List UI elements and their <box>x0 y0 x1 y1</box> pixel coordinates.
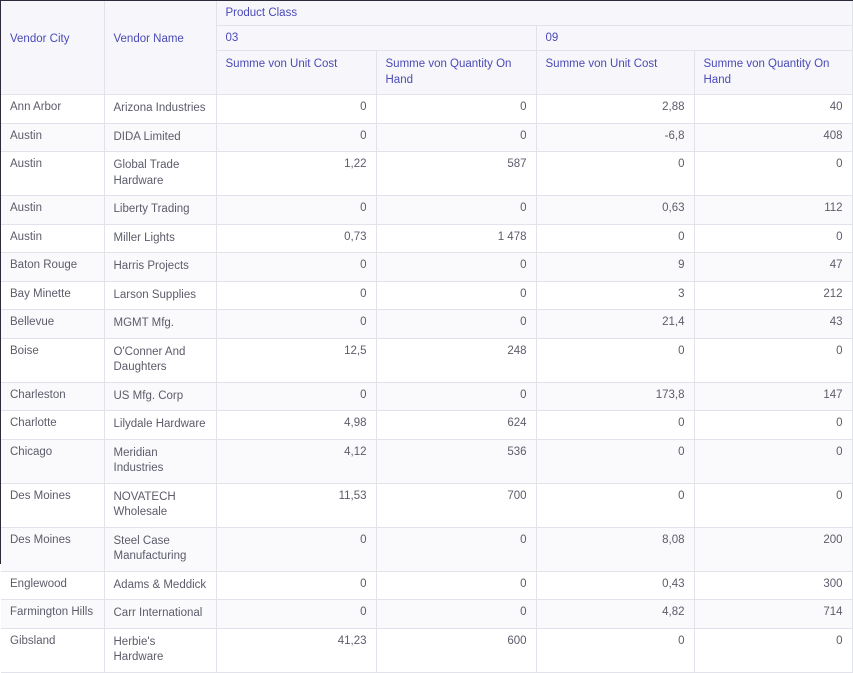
cell-03-quantity-on-hand: 600 <box>376 628 536 672</box>
table-row <box>1 152 852 196</box>
cell-03-unit-cost: 0 <box>216 382 376 411</box>
cell-vendor-name: Lilydale Hardware <box>104 411 216 440</box>
cell-03-quantity-on-hand: 0 <box>376 123 536 152</box>
table-row <box>1 95 852 124</box>
cell-09-quantity-on-hand: 47 <box>694 253 852 282</box>
cell-03-quantity-on-hand: 0 <box>376 571 536 600</box>
cell-09-quantity-on-hand: 714 <box>694 600 852 629</box>
cell-03-unit-cost: 41,23 <box>216 628 376 672</box>
table-row <box>1 628 852 672</box>
cell-03-quantity-on-hand: 0 <box>376 95 536 124</box>
table-row <box>1 571 852 600</box>
table-row <box>1 310 852 339</box>
cell-09-unit-cost: 4,82 <box>536 600 694 629</box>
cell-vendor-city: Ann Arbor <box>1 95 104 124</box>
cell-09-quantity-on-hand: 0 <box>694 483 852 527</box>
cell-09-unit-cost: 0 <box>536 411 694 440</box>
cell-vendor-city: Austin <box>1 123 104 152</box>
cell-03-unit-cost: 0 <box>216 196 376 225</box>
cell-09-unit-cost: 0,43 <box>536 571 694 600</box>
table-row <box>1 253 852 282</box>
cell-09-quantity-on-hand: 0 <box>694 152 852 196</box>
cell-vendor-name: MGMT Mfg. <box>104 310 216 339</box>
cell-03-unit-cost: 0 <box>216 95 376 124</box>
class-header-09[interactable]: 09 <box>536 26 852 51</box>
cell-09-unit-cost: 0 <box>536 338 694 382</box>
cell-03-quantity-on-hand: 0 <box>376 281 536 310</box>
cell-03-unit-cost: 4,12 <box>216 439 376 483</box>
cell-vendor-name: US Mfg. Corp <box>104 382 216 411</box>
cell-09-quantity-on-hand: 212 <box>694 281 852 310</box>
cell-09-unit-cost: 173,8 <box>536 382 694 411</box>
cell-vendor-name: Larson Supplies <box>104 281 216 310</box>
cell-vendor-city: Boise <box>1 338 104 382</box>
cell-vendor-name: Liberty Trading <box>104 196 216 225</box>
cell-09-quantity-on-hand: 147 <box>694 382 852 411</box>
cell-vendor-name: O'Conner And Daughters <box>104 338 216 382</box>
cell-03-unit-cost: 0,73 <box>216 224 376 253</box>
cell-vendor-city: Englewood <box>1 571 104 600</box>
cell-09-quantity-on-hand: 0 <box>694 338 852 382</box>
cell-vendor-name: Adams & Meddick <box>104 571 216 600</box>
cell-03-unit-cost: 0 <box>216 571 376 600</box>
cell-09-unit-cost: 0 <box>536 224 694 253</box>
column-field-product-class[interactable]: Product Class <box>216 1 852 26</box>
cell-vendor-city: Gibsland <box>1 628 104 672</box>
cell-vendor-city: Charlotte <box>1 411 104 440</box>
cell-03-quantity-on-hand: 700 <box>376 483 536 527</box>
cell-vendor-city: Bellevue <box>1 310 104 339</box>
cell-03-quantity-on-hand: 536 <box>376 439 536 483</box>
cell-09-quantity-on-hand: 112 <box>694 196 852 225</box>
measure-header-03-unit-cost[interactable]: Summe von Unit Cost <box>216 51 376 95</box>
cell-09-unit-cost: 0 <box>536 152 694 196</box>
cell-09-quantity-on-hand: 0 <box>694 439 852 483</box>
pivot-header <box>1 1 852 95</box>
cell-09-unit-cost: 0,63 <box>536 196 694 225</box>
cell-03-unit-cost: 0 <box>216 281 376 310</box>
measure-header-09-quantity-on-hand[interactable]: Summe von Quantity On Hand <box>694 51 852 95</box>
table-row <box>1 382 852 411</box>
cell-03-unit-cost: 0 <box>216 310 376 339</box>
cell-09-unit-cost: 2,88 <box>536 95 694 124</box>
cell-vendor-city: Bay Minette <box>1 281 104 310</box>
table-row <box>1 411 852 440</box>
cell-09-unit-cost: -6,8 <box>536 123 694 152</box>
table-row <box>1 439 852 483</box>
row-field-vendor-name[interactable]: Vendor Name <box>104 1 216 95</box>
cell-09-quantity-on-hand: 43 <box>694 310 852 339</box>
measure-header-09-unit-cost[interactable]: Summe von Unit Cost <box>536 51 694 95</box>
cell-vendor-name: Global Trade Hardware <box>104 152 216 196</box>
cell-vendor-name: NOVATECH Wholesale <box>104 483 216 527</box>
cell-vendor-city: Charleston <box>1 382 104 411</box>
cell-03-quantity-on-hand: 0 <box>376 310 536 339</box>
cell-09-unit-cost: 9 <box>536 253 694 282</box>
cell-vendor-name: Carr International <box>104 600 216 629</box>
cell-03-unit-cost: 0 <box>216 123 376 152</box>
cell-vendor-city: Austin <box>1 224 104 253</box>
cell-09-quantity-on-hand: 0 <box>694 628 852 672</box>
cell-03-unit-cost: 12,5 <box>216 338 376 382</box>
cell-vendor-name: Herbie's Hardware <box>104 628 216 672</box>
cell-vendor-name: DIDA Limited <box>104 123 216 152</box>
cell-03-unit-cost: 4,98 <box>216 411 376 440</box>
cell-03-unit-cost: 0 <box>216 527 376 571</box>
table-row <box>1 600 852 629</box>
cell-vendor-name: Steel Case Manufacturing <box>104 527 216 571</box>
table-row <box>1 338 852 382</box>
cell-03-quantity-on-hand: 0 <box>376 196 536 225</box>
cell-09-unit-cost: 3 <box>536 281 694 310</box>
cell-09-unit-cost: 8,08 <box>536 527 694 571</box>
cell-03-quantity-on-hand: 0 <box>376 382 536 411</box>
cell-03-quantity-on-hand: 1 478 <box>376 224 536 253</box>
cell-03-unit-cost: 1,22 <box>216 152 376 196</box>
table-row <box>1 224 852 253</box>
cell-03-unit-cost: 11,53 <box>216 483 376 527</box>
cell-03-quantity-on-hand: 248 <box>376 338 536 382</box>
table-row <box>1 123 852 152</box>
cell-03-quantity-on-hand: 587 <box>376 152 536 196</box>
table-row <box>1 281 852 310</box>
cell-09-unit-cost: 0 <box>536 628 694 672</box>
cell-09-unit-cost: 21,4 <box>536 310 694 339</box>
class-header-03[interactable]: 03 <box>216 26 536 51</box>
cell-03-quantity-on-hand: 0 <box>376 600 536 629</box>
cell-03-quantity-on-hand: 0 <box>376 527 536 571</box>
cell-vendor-city: Farmington Hills <box>1 600 104 629</box>
cell-03-unit-cost: 0 <box>216 253 376 282</box>
cell-09-quantity-on-hand: 40 <box>694 95 852 124</box>
cell-09-unit-cost: 0 <box>536 483 694 527</box>
cell-vendor-name: Meridian Industries <box>104 439 216 483</box>
cell-vendor-city: Austin <box>1 196 104 225</box>
cell-03-quantity-on-hand: 624 <box>376 411 536 440</box>
cell-09-quantity-on-hand: 300 <box>694 571 852 600</box>
table-row <box>1 196 852 225</box>
cell-vendor-city: Baton Rouge <box>1 253 104 282</box>
header-row-column-field <box>1 1 852 26</box>
table-row <box>1 527 852 571</box>
pivot-body <box>1 95 852 673</box>
cell-03-quantity-on-hand: 0 <box>376 253 536 282</box>
cell-vendor-city: Chicago <box>1 439 104 483</box>
cell-03-unit-cost: 0 <box>216 600 376 629</box>
cell-vendor-name: Arizona Industries <box>104 95 216 124</box>
cell-vendor-name: Miller Lights <box>104 224 216 253</box>
cell-vendor-city: Austin <box>1 152 104 196</box>
row-field-vendor-city[interactable]: Vendor City <box>1 1 104 95</box>
cell-vendor-name: Harris Projects <box>104 253 216 282</box>
cell-vendor-city: Des Moines <box>1 527 104 571</box>
cell-vendor-city: Des Moines <box>1 483 104 527</box>
cell-09-quantity-on-hand: 0 <box>694 224 852 253</box>
cell-09-quantity-on-hand: 200 <box>694 527 852 571</box>
cell-09-quantity-on-hand: 0 <box>694 411 852 440</box>
cell-09-unit-cost: 0 <box>536 439 694 483</box>
cell-09-quantity-on-hand: 408 <box>694 123 852 152</box>
pivot-table <box>1 1 853 673</box>
table-row <box>1 483 852 527</box>
measure-header-03-quantity-on-hand[interactable]: Summe von Quantity On Hand <box>376 51 536 95</box>
